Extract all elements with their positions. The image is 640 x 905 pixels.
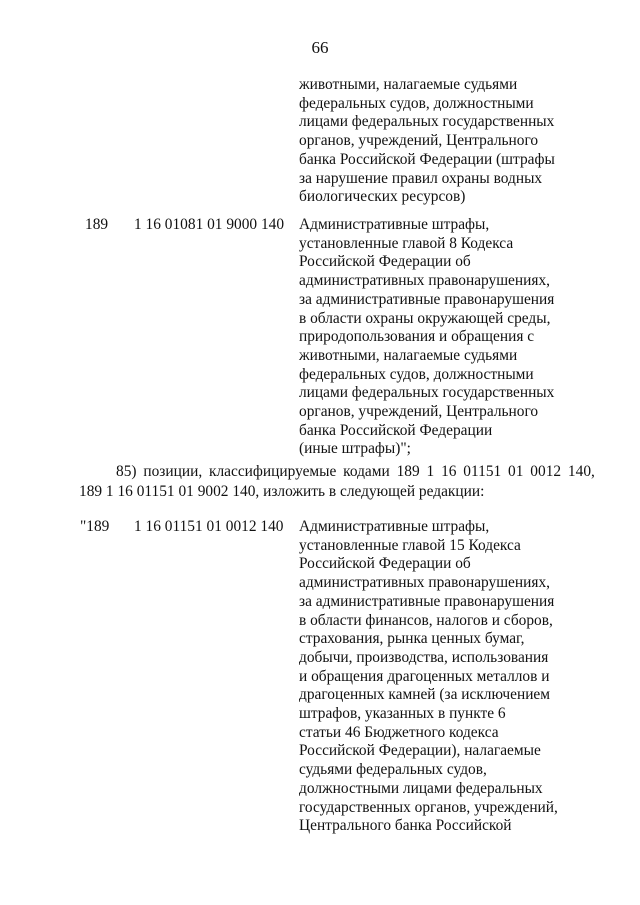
row-2-kbk-code: 1 16 01151 01 0012 140 (134, 518, 284, 535)
page-number: 66 (311, 38, 329, 57)
text-line: статьи 46 Бюджетного кодекса (299, 723, 499, 741)
row-1-kbk-code: 1 16 01081 01 9000 140 (134, 216, 285, 233)
text-line: животными, налагаемые судьями (299, 76, 518, 93)
text-line: штрафов, указанных в пункте 6 (299, 705, 506, 723)
text-line: Российской Федерации об (299, 253, 471, 271)
paragraph-line: 85) позиции, классифицируемые кодами 189 1 16 01151 01 0012 140, (116, 463, 595, 480)
text-line: лицами федеральных государственных (299, 113, 555, 131)
text-line: в области финансов, налогов и сборов, (299, 611, 553, 629)
text-line: Российской Федерации), налагаемые (299, 742, 541, 760)
row-2-description (299, 518, 599, 836)
continued-description (299, 76, 599, 207)
text-line: органов, учреждений, Центрального (299, 403, 539, 421)
text-line: в области охраны окружающей среды, (299, 309, 551, 327)
text-line: банка Российской Федерации (штрафы (299, 150, 555, 168)
text-line: биологических ресурсов) (299, 188, 466, 206)
row-1-admin-code: 189 (85, 216, 109, 233)
text-line: лицами федеральных государственных (299, 384, 555, 402)
text-line: животными, налагаемые судьями (299, 346, 518, 364)
paragraph-line: 189 1 16 01151 01 9002 140, изложить в следующей редакции: (79, 482, 485, 500)
text-line: добычи, производства, использования (299, 648, 549, 666)
text-line: за нарушение правил охраны водных (299, 169, 543, 187)
text-line: и обращения драгоценных металлов и (299, 667, 550, 685)
text-line: Российской Федерации об (299, 555, 471, 573)
text-line: за административные правонарушения (299, 290, 555, 308)
text-line: за административные правонарушения (299, 592, 555, 610)
text-line: установленные главой 8 Кодекса (299, 234, 514, 252)
text-line: административных правонарушениях, (299, 574, 550, 592)
text-line: банка Российской Федерации (299, 421, 493, 439)
text-line: административных правонарушениях, (299, 272, 550, 290)
text-line: государственных органов, учреждений, (299, 798, 558, 816)
text-line: органов, учреждений, Центрального (299, 132, 539, 150)
text-line: федеральных судов, должностными (299, 365, 534, 383)
text-line: страхования, рынка ценных бумаг, (299, 630, 525, 648)
text-line: природопользования и обращения с (299, 328, 535, 346)
text-line: судьями федеральных судов, (299, 761, 487, 779)
text-line: должностными лицами федеральных (299, 779, 543, 797)
text-line: установленные главой 15 Кодекса (299, 536, 521, 554)
text-line: федеральных судов, должностными (299, 94, 534, 112)
row-2-admin-code: "189 (80, 518, 110, 535)
text-line: Центрального банка Российской (299, 817, 512, 835)
text-line: Административные штрафы, (299, 216, 490, 233)
text-line: (иные штрафы)"; (299, 440, 411, 458)
text-line: драгоценных камней (за исключением (299, 686, 551, 704)
row-1-description (299, 216, 599, 459)
paragraph-85 (79, 462, 595, 501)
text-line: Административные штрафы, (299, 518, 490, 535)
